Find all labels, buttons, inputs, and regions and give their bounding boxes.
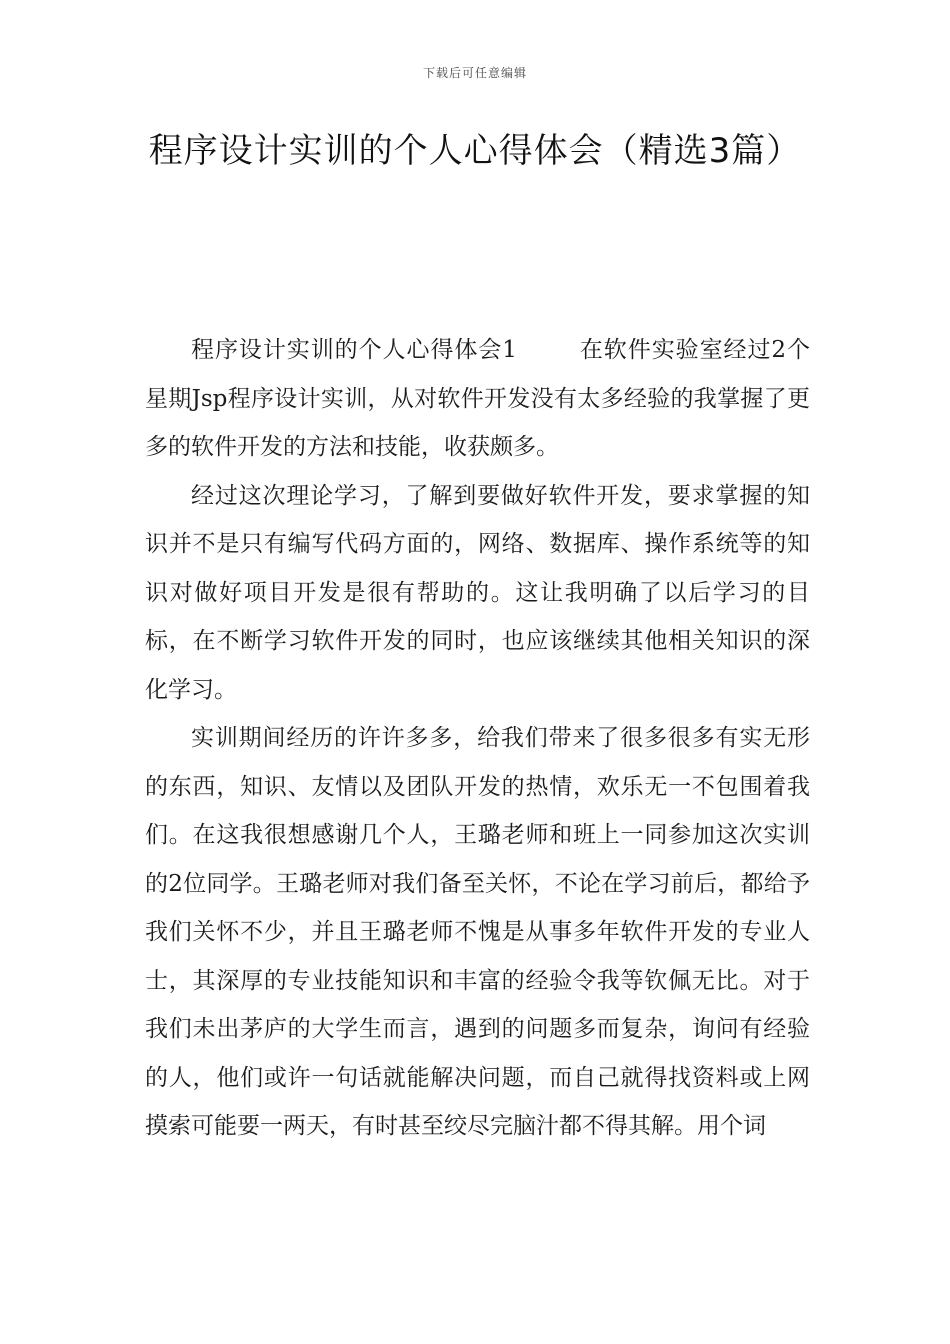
paragraph-2: 经过这次理论学习，了解到要做好软件开发，要求掌握的知识并不是只有编写代码方面的，网络、数据库、操作系统等的知识对做好项目开发是很有帮助的。这让我明确了以后学习的目标，在不断学习软件开发的同时，也应该继续其他相关知识的深化学习。 <box>145 482 810 703</box>
paragraph-1 <box>145 326 810 472</box>
document-body <box>145 326 810 1151</box>
document-title: 程序设计实训的个人心得体会（精选3篇） <box>148 131 802 171</box>
paragraph-3: 实训期间经历的许许多多，给我们带来了很多很多有实无形的东西，知识、友情以及团队开发的热情，欢乐无一不包围着我们。在这我很想感谢几个人，王璐老师和班上一同参加这次实训的2位同学。王璐老师对我们备至关怀，不论在学习前后，都给予我们关怀不少，并且王璐老师不愧是从事多年软件开发的专业人士，其深厚的专业技能知识和丰富的经验令我等钦佩无比。对于我们未出茅庐的大学生而言，遇到的问题多而复杂，询问有经验的人，他们或许一句话就能解决问题，而自己就得找资料或上网摸索可能要一两天，有时甚至绞尽完脑汁都不得其解。用个词 <box>145 725 810 1139</box>
paragraph-1-text: 在软件实验室经过2个星期Jsp程序设计实训，从对软件开发没有太多经验的我掌握了更多的软件开发的方法和技能，收获颇多。 <box>145 337 810 460</box>
section-label: 程序设计实训的个人心得体会1 <box>191 337 517 363</box>
header-note: 下载后可任意编辑 <box>422 66 527 80</box>
